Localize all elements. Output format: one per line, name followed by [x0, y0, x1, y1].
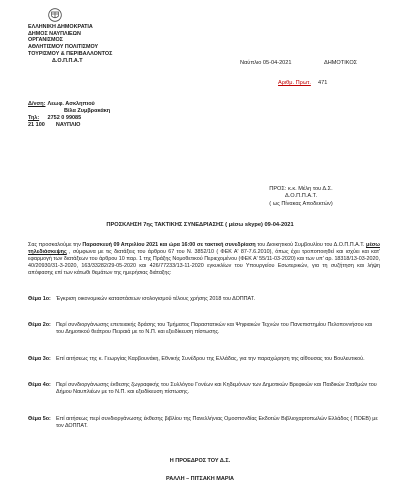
agenda-item-number: Θέμα 3ο: [28, 356, 51, 362]
phone-value: 2752 0 99085 [47, 115, 82, 121]
place-date: Ναύπλιο 05-04-2021 [240, 60, 292, 66]
city: ΝΑΥΠΛΙΟ [55, 122, 81, 128]
agenda-item [28, 356, 380, 363]
recipient-line: Δ.Ο.Π.Π.Α.Τ. [284, 193, 318, 200]
org-line: ΟΡΓΑΝΙΣΜΟΣ [28, 37, 63, 44]
agenda-item-number: Θέμα 5ο: [28, 416, 51, 422]
intro-text: του Διοικητικού Συμβουλίου του Δ.Ο.Π.Π.Α.Τ. [255, 242, 367, 248]
agenda-item [28, 382, 380, 396]
agenda-item-number: Θέμα 2ο: [28, 322, 51, 328]
org-line: Δ.Ο.Π.Π.Α.Τ [52, 57, 83, 64]
document-title: ΠΡΟΣΚΛΗΣΗ 7ης ΤΑΚΤΙΚΗΣ ΣΥΝΕΔΡΙΑΣΗΣ ( μέσω skype) 09-04-2021 [106, 222, 294, 228]
agenda-item-text: Περί συνδιοργάνωσης έκθεσης ζωγραφικής του Συλλόγου Γονέων και Κηδεμόνων των Δημοτικών Βρεφικών και Παιδικών Σταθμών του Δήμου Ναυπλιέων με το Ν.Π. και εξειδίκευση πίστωσης. [56, 382, 377, 396]
org-line: ΑΘΛΗΤΙΣΜΟΥ ΠΟΛΙΤΙΣΜΟΥ [28, 44, 99, 51]
agenda-item [28, 322, 380, 336]
organization-header [28, 24, 112, 64]
recipient-line: ( ως Πίνακας Αποδεκτών) [269, 200, 333, 207]
address-value: Λεωφ. Ασκληπιού [47, 101, 95, 107]
agenda-item [28, 416, 380, 430]
agenda-item [28, 296, 380, 303]
recipient-block [246, 186, 356, 208]
intro-text: Σας προσκαλούμε την [28, 242, 83, 248]
signature-role: Η ΠΡΟΕΔΡΟΣ ΤΟΥ Δ.Σ. [169, 458, 231, 464]
signature-name: ΡΑΛΛΗ – ΠΙΤΣΑΚΗ ΜΑΡΙΑ [166, 476, 234, 482]
address-label: Δ/νση: [28, 101, 46, 107]
recipient-line: ΠΡΟΣ: κ.κ. Μέλη του Δ.Σ. [269, 186, 333, 192]
intro-date-time: Παρασκευή 09 Απριλίου 2021 και ώρα 16:00 σε τακτική συνεδρίαση [82, 242, 256, 248]
agenda-item-text: Επί αιτήσεως περί συνδιοργάνωσης έκθεσης βιβλίου της Πανελλήνιας Ομοσπονδίας Εκδοτών Βιβλιοχαρτοπωλών Ελλάδος ( ΠΟΕΒ) με τον ΔΟΠΠΑΤ. [56, 416, 378, 430]
protocol-number: 471 [318, 80, 328, 86]
org-line: ΤΟΥΡΙΣΜΟΥ & ΠΕΡΙΒΑΛΛΟΝΤΟΣ [28, 50, 113, 57]
protocol-label: Αριθμ. Πρωτ. [278, 80, 311, 86]
intro-paragraph [28, 242, 380, 277]
greek-emblem-icon [48, 8, 62, 22]
postcode: 21 100 [28, 122, 45, 128]
org-line: ΔΗΜΟΣ ΝΑΥΠΛΙΕΩΝ [28, 30, 81, 37]
intro-teleconference: μέσω τηλεδιάσκεψης [28, 242, 380, 256]
agenda-item-text: Έγκριση οικονομικών καταστάσεων ισολογισμού τέλους χρήσης 2018 του ΔΟΠΠΑΤ. [56, 296, 255, 302]
agenda-item-number: Θέμα 1ο: [28, 296, 51, 302]
address-line2: Βίλα Ζυμβρακάκη [64, 108, 111, 114]
intro-text: , σύμφωνα με τις διατάξεις του άρθρου 67 του Ν. 3852/10 ( ΦΕΚ Α' 87-7.6.2010), όπως έχει τροποποιηθεί και ισχύει και κατ' εφαρμογή των διατάξεων του άρθρου 10 παρ. 1 της Πράξης Νομοθετικού Περιεχομένου (ΦΕΚ Α' 55/11-03-2020) και των υπ' αρ. 18318/13-03-2020, 40/20930/31-3-2020, 163/33282/29-05-2020 και 426/77233/13-11-2020 εγκυκλίων του Υπουργείου Εσωτερικών, για τη συζήτηση και λήψη απόφασης επί των κάτωθι θεμάτων της ημερήσιας διάταξης: [28, 249, 380, 277]
municipality-label: ΔΗΜΟΤΙΚΟΣ [324, 60, 358, 66]
agenda-item-text: Περί συνδιοργάνωσης επετειακής δράσης του Τμήματος Παραστατικών και Ψηφιακών Τεχνών του Πανεπιστημίου Πελοποννήσου και του Δημοτικού θεάτρου Πειραιά με το Ν.Π. και εξειδίκευση πίστωσης. [56, 322, 373, 336]
agenda-item-number: Θέμα 4ο: [28, 382, 51, 388]
contact-block [28, 101, 110, 129]
agenda-item-text: Επί αιτήσεως της κ. Γεωργίας Καρβουνάκη, Εθνικής Συνέδρου της Ελλάδας, για την παραχώρηση της αίθουσας του Βουλευτικού. [56, 356, 365, 362]
phone-label: Τηλ: [28, 115, 40, 121]
org-line: ΕΛΛΗΝΙΚΗ ΔΗΜΟΚΡΑΤΙΑ [28, 24, 93, 30]
